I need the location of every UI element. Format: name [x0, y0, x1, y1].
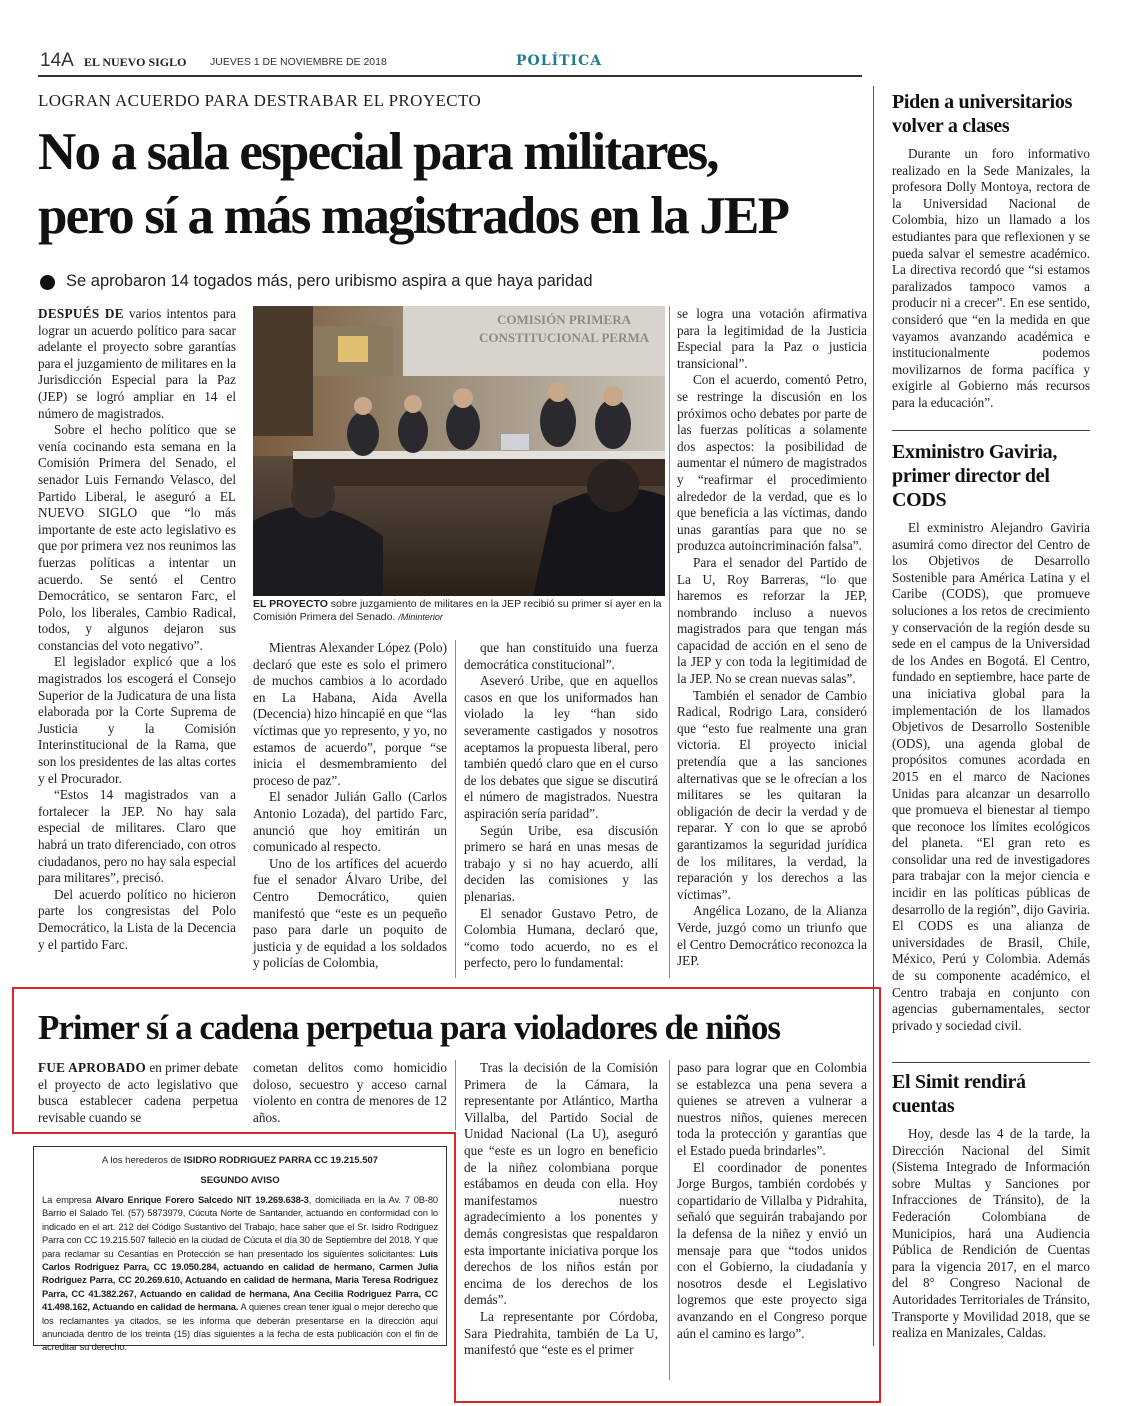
main-paragraph: Mientras Alexander López (Polo) declaró que este es solo el primero de muchos cambios a lo acordado en La Habana, Aida Avella (Decencia) hizo hincapié en que “las víctimas que yo represento, y yo, no estamos de acuerdo”, porque “se inicia el desmembramiento del proceso de paz”. — [253, 640, 447, 788]
sidebar-story-1 — [892, 90, 1090, 412]
caption-lead: EL PROYECTO — [253, 598, 328, 610]
bullet-icon — [40, 275, 55, 290]
main-column-2 — [253, 640, 447, 972]
photo-credit: /Mininterior — [398, 612, 443, 622]
main-paragraph: “Estos 14 magistrados van a fortalecer la JEP. No hay sala especial de militares. Claro que habrá un trato diferenciado, con otros ciudadanos, pero no hay sala especial para militares”, precisó. — [38, 787, 236, 886]
sidebar-body: Durante un foro informativo realizado en la Sede Manizales, la profesora Dolly Montoya, rectora de la Universidad Nacional de Colombia, hizo un llamado a los estudiantes para que reflexionen y se pueda salvar el semestre académico. La directiva recordó que “si estamos paralizados tampoco vamos a producir ni a crecer”. En ese sentido, consideró que “en la medida en que vayamos avanzando académica e institucionalmente podemos movilizarnos de forma pacífica y exigirle al Gobierno más recursos para la educación”. — [892, 146, 1090, 410]
main-paragraph: Aseveró Uribe, que en aquellos casos en que los uniformados han violado la ley “han sido severamente castigados y nosotros aceptamos la propuesta liberal, pero también quedó claro que en el curso de los debates que sigue se discutirá el número de magistrados. Nuestra aspiración sería paridad”. — [464, 673, 658, 821]
main-paragraph: El legislador explicó que a los magistrados los escogerá el Consejo Superior de la Judicatura de una lista elaborada por la Corte Suprema de Justicia y la Comisión Interinstitucional de la Rama, que son los presidentes de las altas cortes y el Procurador. — [38, 654, 236, 786]
main-column-1 — [38, 306, 236, 953]
deck — [38, 272, 868, 294]
legal-notice — [33, 1146, 447, 1353]
second-paragraph: Tras la decisión de la Comisión Primera de la Cámara, la representante por Atlántico, Martha Villalba, del Partido Social de Unidad Nacional (La U), aseguró que “este es un logro en beneficio de la niñez colombiana porque estábamos en deuda con ella. Hoy manifestamos nuestro agradecimiento a los ponentes y demás congresistas que respaldaron esta importante iniciativa porque los derechos de los niños están por encima de los derechos de los demás”. — [464, 1060, 658, 1308]
sidebar-story-2 — [892, 440, 1090, 1034]
notice-body: La empresa Alvaro Enrique Forero Salcedo NIT 19.269.638-3, domiciliada en la Av. 7 0B-80 Barrio el Salado Tel. (57) 5873979, Cúcuta Norte de Santander, actuando en conformidad con lo indicado en el art. 212 del Código Sustantivo del Trabajo, hace saber que el Sr. Isidro Rodriguez Parra con CC 19.215.507 falleció en la ciudad de Cúcuta el día 30 de Septiembre del 2018. Y que para reclamar su Cesantías en Protección se han presentado los siguientes solicitantes: Luis Carlos Rodriguez Parra, CC 19.050.284, actuando en calidad de hermano, Carmen Julia Rodriguez Parra, CC 20.269.610, Actuando en calidad de hermana, Maria Teresa Rodriguez Parra, CC 41.382.267, Actuando en calidad de hermana, Ana Cecilia Rodriguez Parra, CC 41.498.162, Actuando en calidad de hermana. A quienes crean tener igual o mejor derecho que los reclamantes ya citados, se les informa que deberán presentarse en la dirección aquí anunciada dentro de los treinta (15) días siguientes a la fecha de esta publicación con el fin de acreditar su derecho. — [42, 1194, 438, 1353]
column-divider — [455, 1060, 456, 1130]
second-headline: Primer sí a cadena perpetua para violadores de niños — [38, 1008, 780, 1047]
header-rule — [38, 75, 862, 77]
photo-illustration — [253, 306, 665, 596]
sidebar-rule — [892, 430, 1090, 431]
second-column-1 — [38, 1060, 238, 1126]
column-divider — [669, 1060, 670, 1380]
second-paragraph: cometan delitos como homicidio doloso, secuestro y acceso carnal violento en contra de menores de 12 años. — [253, 1060, 447, 1125]
second-column-4 — [677, 1060, 867, 1342]
sidebar-title: Piden a universitarios volver a clases — [892, 91, 1073, 137]
section-label: POLÍTICA — [516, 53, 603, 69]
column-divider — [669, 306, 670, 978]
sidebar-body: El exministro Alejandro Gaviria asumirá como director del Centro de los Objetivos de Desarrollo Sostenible para América Latina y el Caribe (CODS), que promueve soluciones a los retos de crecimiento y conservación de la región desde su sede en el campus de la Universidad de los Andes en Bogotá. El Centro, fundado en septiembre, hace parte de una iniciativa global para la implementación de los llamados Objetivos de Desarrollo Sostenible (ODS), una agenda global de propósitos comunes acordada en 2015 en el marco de Naciones Unidas para alcanzar un desarrollo que promueva el bienestar al tiempo que reconoce los límites ecológicos del planeta. “El gran reto es consolidar una red de investigadores para trabajar con la mejor ciencia e incidir en las políticas públicas de desarrollo de la región”, dijo Gaviria. El CODS es una alianza de universidades de Brasil, Chile, México, Perú y Colombia. Además de su componente académico, el Centro trabaja en conjunto con agencias gubernamentales, sector privado y sociedad civil. — [892, 520, 1090, 1033]
main-paragraph: que han constituido una fuerza democrática constitucional”. — [464, 640, 658, 672]
page-header — [38, 50, 860, 74]
main-paragraph: Sobre el hecho político que se venía cocinando esta semana en la Comisión Primera del Senado, el senador Luis Fernando Velasco, del Partido Liberal, le aseguró a EL NUEVO SIGLO que “lo más importante de este acto legislativo es que por primera vez nos reunimos las fuerzas políticas a intentar un acuerdo. Se sentó el Centro Democrático, se sentaron Farc, el Polo, los liberales, Cambio Radical, todos, y algunos dejaron sus constancias del voto negativo”. — [38, 422, 236, 653]
main-paragraph: Angélica Lozano, de la Alianza Verde, juzgó como un triunfo que el Centro Democrático reconozca la JEP. — [677, 903, 867, 969]
main-paragraph: El senador Gustavo Petro, de Colombia Humana, declaró que, “como todo acuerdo, no es el perfecto, pero lo fundamental: — [464, 905, 658, 971]
photo-sign-text-2: CONSTITUCIONAL PERMA — [479, 330, 650, 345]
page-number: 14A — [40, 50, 74, 71]
notice-title: A los herederos de ISIDRO RODRIGUEZ PARRA CC 19.215.507 — [101, 1155, 379, 1166]
deck-text: Se aprobaron 14 togados más, pero uribismo aspira a que haya paridad — [66, 272, 593, 290]
news-photo — [253, 306, 665, 596]
notice-subtitle: SEGUNDO AVISO — [200, 1175, 280, 1186]
main-paragraph: se logra una votación afirmativa para la legitimidad de la Justicia Especial para la Paz o justicia transicional”. — [677, 306, 867, 371]
main-paragraph: Para el senador del Partido de La U, Roy Barreras, “lo que haremos es reforzar la JEP, nombrando incluso a nuevos magistrados para que tengan más capacidad de acción en el seno de la JEP y con toda la legitimidad de la JEP. No se crean nuevas salas”. — [677, 554, 867, 687]
headline-line-2: pero sí a más magistrados en la JEP — [38, 187, 789, 245]
sidebar-title: Exministro Gaviria, primer director del CODS — [892, 441, 1058, 511]
second-column-3 — [464, 1060, 658, 1359]
main-paragraph: Del acuerdo político no hicieron parte los congresistas del Polo Democrático, la Lista de la Decencia y el partido Farc. — [38, 886, 236, 952]
sidebar-rule — [892, 1062, 1090, 1063]
main-paragraph: Uno de los artífices del acuerdo fue el senador Álvaro Uribe, del Centro Democrático, quien manifestó que “este es un pequeño paso para darle un poquito de justicia y de equidad a los soldados y policías de Colombia, — [253, 855, 447, 971]
sidebar-title: El Simit rendirá cuentas — [892, 1071, 1026, 1117]
caption-text: sobre juzgamiento de militares en la JEP recibió su primer sí ayer en la Comisión Primera del Senado. — [253, 598, 662, 623]
sidebar-body: Hoy, desde las 4 de la tarde, la Dirección Nacional del Simit (Sistema Integrado de Información sobre Multas y Sanciones por Infracciones de Tránsito), de la Federación Colombiana de Municipios, hará una Audiencia Pública de Rendición de Cuentas para la vigencia 2017, en el marco del 8° Congreso Nacional de Autoridades Territoriales de Tránsito, Transporte y Movilidad 2018, que se realiza en Manizales, Caldas. — [892, 1126, 1090, 1341]
main-column-3 — [464, 640, 658, 972]
paper-name: EL NUEVO SIGLO — [84, 55, 187, 69]
second-paragraph: paso para lograr que en Colombia se establezca una pena severa a quienes se atreven a vulnerar a nuestros niños, quienes merecen toda la protección y garantías que el Estado pueda brindarles”. — [677, 1060, 867, 1158]
main-paragraph: Con el acuerdo, comentó Petro, se restringe la discusión en los próximos ocho debates por parte de las fuerzas políticas a solamente dos aspectos: la posibilidad de aumentar el número de magistrados y “reafirmar el procedimiento alrededor de la verdad, que es lo que beneficia a las víctimas, dando unas garantías para que no se produzca autoincriminación falsa”. — [677, 372, 867, 554]
second-paragraph: El coordinador de ponentes Jorge Burgos, también cordobés y copartidario de Villalba y Pidrahita, señaló que seguirán trabajando por la defensa de la niñez y envió un mensaje para que “todos unidos con el Gobierno, la ciudadanía y nosotros desde el Legislativo logremos que este proyecto siga avanzando en el Congreso porque aún el camino es largo”. — [677, 1159, 867, 1341]
main-headline — [38, 120, 868, 248]
kicker: LOGRAN ACUERDO PARA DESTRABAR EL PROYECTO — [38, 91, 482, 110]
main-paragraph: El senador Julián Gallo (Carlos Antonio Lozada), del partido Farc, anunció que hoy emitirán un comunicado al respecto. — [253, 789, 447, 855]
column-divider — [455, 640, 456, 978]
second-paragraph: FUE APROBADO en primer debate el proyecto de acto legislativo que busca establecer cadena perpetua revisable cuando se — [38, 1060, 238, 1125]
second-paragraph: La representante por Córdoba, Sara Piedrahita, también de La U, manifestó que “este es el primer — [464, 1308, 658, 1358]
second-column-2 — [253, 1060, 447, 1126]
main-paragraph-first: DESPUÉS DE varios intentos para lograr un acuerdo político para sacar adelante el proyecto sobre garantías para el juzgamiento de militares en la Jurisdicción Especial para la Paz (JEP) se logró ampliar en 14 el número de magistrados. — [38, 306, 236, 421]
sidebar-story-3 — [892, 1070, 1090, 1342]
page-date: JUEVES 1 DE NOVIEMBRE DE 2018 — [210, 56, 387, 68]
headline-line-1: No a sala especial para militares, — [38, 123, 718, 181]
main-paragraph: También el senador de Cambio Radical, Rodrigo Lara, consideró que “esto fue realmente una gran victoria. El proyecto inicial pretendía que a las sanciones alternativas que se le ofrecían a los militares se les quitaran la obligación de decir la verdad y de reparar. Y con lo que se aprobó garantizamos la seguridad jurídica de los militares, la verdad, la reparación y los derechos a las víctimas”. — [677, 687, 867, 902]
photo-sign-text-1: COMISIÓN PRIMERA — [497, 312, 631, 327]
main-column-4 — [677, 306, 867, 970]
photo-caption — [253, 598, 665, 624]
main-paragraph: Según Uribe, esa discusión primero se hará en unas mesas de trabajo y si no hay acuerdo, allí deciden las comisiones y las plenarias. — [464, 822, 658, 904]
